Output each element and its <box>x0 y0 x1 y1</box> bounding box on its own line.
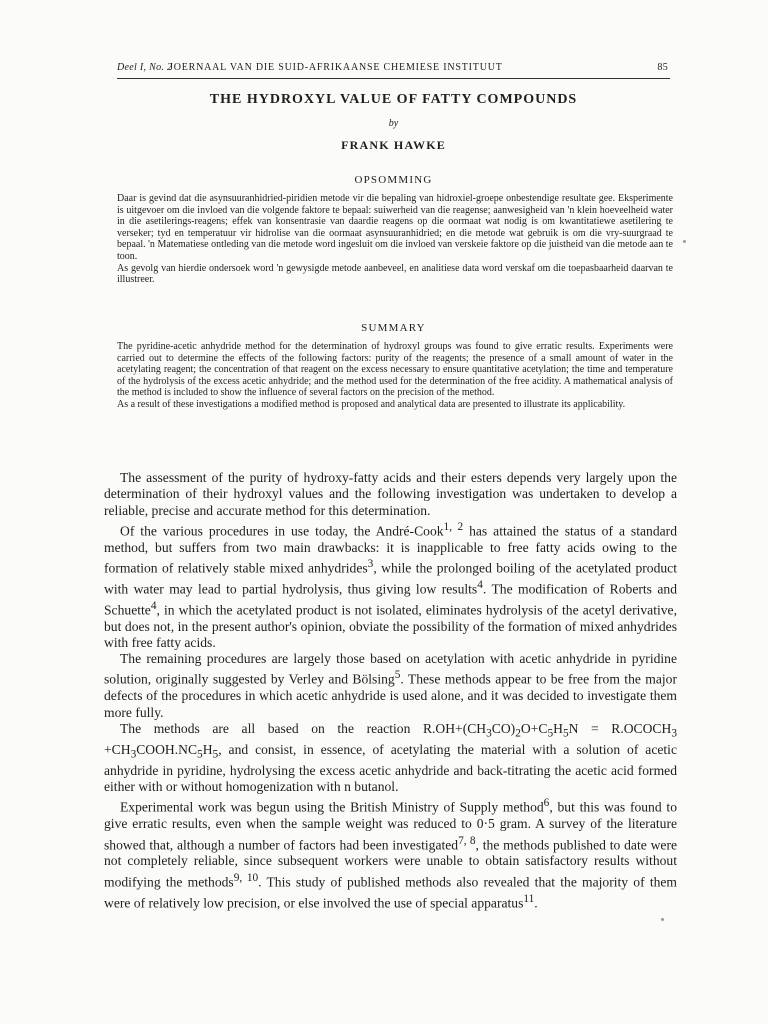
body-paragraph-4 <box>104 721 677 796</box>
subscript: 5 <box>562 727 569 740</box>
journal-name: JOERNAAL VAN DIE SUID-AFRIKAANSE CHEMIESE INSTITUUT <box>169 62 503 73</box>
reference-citation: 7, 8 <box>458 834 476 847</box>
reference-citation: 3 <box>367 558 374 571</box>
page-number: 85 <box>657 62 668 73</box>
text-run: CO) <box>491 720 516 736</box>
scan-speck <box>683 240 686 243</box>
text-run: . The modification of Roberts and Schuette <box>104 581 677 618</box>
text-run: COOH.NC <box>136 741 198 757</box>
text-run: . <box>534 895 538 911</box>
text-run: The methods are all based on the reaction R.OH+(CH <box>120 720 487 736</box>
opsomming-abstract <box>117 193 673 286</box>
text-run: H <box>553 720 563 736</box>
body-paragraph-3 <box>104 651 677 721</box>
text-run: , the methods published to date were not completely reliable, since subsequent workers were unable to obtain satisfactory results without modifying the methods <box>104 837 678 890</box>
text-run: has attained the status of a standard method, but suffers from two main drawbacks: it is inapplicable to free fatty acids owing to the formation of relatively stable mixed anhydrides <box>104 523 677 576</box>
running-head <box>117 62 670 79</box>
article-title: THE HYDROXYL VALUE OF FATTY COMPOUNDS <box>209 92 578 107</box>
opsomming-paragraph: As gevolg van hierdie ondersoek word 'n gewysigde metode aanbeveel, en analitiese data word verskaf om die toepasbaarheid daarvan te illustreer. <box>117 262 673 286</box>
text-run: , while the prolonged boiling of the acetylated product with water may lead to partial hydrolysis, thus giving low results <box>104 560 677 597</box>
summary-paragraph: As a result of these investigations a modified method is proposed and analytical data are presented to illustrate its applicability. <box>117 398 626 410</box>
article-body <box>104 470 677 911</box>
text-run: Experimental work was begun using the British Ministry of Supply method <box>120 799 544 815</box>
reference-citation: 9, 10 <box>233 871 259 884</box>
volume-number: Deel I, No. 2 <box>117 62 173 73</box>
opsomming-heading: OPSOMMING <box>354 174 433 186</box>
text-run: H <box>202 741 213 757</box>
reference-citation: 5 <box>394 669 401 682</box>
text-run: N = R.OCOCH <box>568 720 672 736</box>
reference-citation: 11 <box>523 892 535 905</box>
body-paragraph-2 <box>104 519 677 651</box>
summary-abstract <box>117 341 673 411</box>
body-paragraph-5 <box>104 795 677 911</box>
reference-citation: 4 <box>150 599 157 612</box>
text-run: +CH <box>104 741 131 757</box>
text-run: , in which the acetylated product is not isolated, eliminates hydrolysis of the acetyl derivative, but does not, in the present author's opinion, obviate the possibility of the formation of mixed anhydrides with free fatty acids. <box>104 602 677 650</box>
reference-citation: 6 <box>543 797 550 810</box>
subscript: 2 <box>515 727 521 740</box>
body-paragraph-1: The assessment of the purity of hydroxy-fatty acids and their esters depends very largely upon the determination of their hydroxyl values and the following investigation was undertaken to develop a reliable, precise and accurate method for this determination. <box>104 470 677 518</box>
opsomming-paragraph: Daar is gevind dat die asynsuuranhidried-piridien metode vir die bepaling van hidroxiel-groepe onbestendige resultate gee. Eksperimente is uitgevoer om die invloed van die volgende faktore te bepaal: suiwerheid van die reagense; aanwesigheid van 'n klein hoeveelheid water in die asetilerings-reagens; effek van konsentrasie van daardie reagens op die oormaat wat nodig is om kwantitatiewe asetilering te verseker; tyd en temperatuur vir hidrolise van die oormaat asynsuuranhidried; en die metode wat gebruik is om die vry-suurgraad te bepaal. 'n Matematiese ontleding van die metode word ingesluit om die invloed van verskeie faktore op die juistheid van die metode aan te toon. <box>117 193 673 262</box>
text-run: , but this was found to give erratic results, even when the sample weight was reduced to 0·5 gram. A survey of the literature showed that, although a number of factors had been investigated <box>104 799 677 853</box>
text-run: Of the various procedures in use today, the André-Cook <box>120 523 444 539</box>
subscript: 5 <box>197 748 203 761</box>
reference-citation: 4 <box>477 578 483 591</box>
text-run: O+C <box>520 720 548 736</box>
summary-heading: SUMMARY <box>361 322 426 334</box>
subscript: 5 <box>547 727 554 740</box>
summary-paragraph: The pyridine-acetic anhydride method for the determination of hydroxyl groups was found to give erratic results. Experiments were carried out to determine the effects of the following factors: purity of the reagents; the presence of a small amount of water in the acetylating reagent; the concentration of that reagent on the excess necessary to ensure quantitative acetylation; the time and temperature of the hydrolysis of the excess acetic anhydride; and the method used for the determination of the free acidity. A mathematical analysis of the method is included to show the influence of several factors on the precision of the method. <box>117 341 673 399</box>
text-run: The remaining procedures are largely those based on acetylation with acetic anhydride in pyridine solution, originally suggested by Verley and Bölsing <box>104 651 677 687</box>
text-run: , and consist, in essence, of acetylating the material with a solution of acetic anhydride in pyridine, hydrolysing the excess acetic anhydride and back-titrating the acetic acid formed either with or without homogenization with n butanol. <box>104 741 677 795</box>
reference-citation: 1, 2 <box>443 520 464 533</box>
subscript: 5 <box>212 748 219 761</box>
author-name: FRANK HAWKE <box>341 138 446 152</box>
text-run: . This study of published methods also revealed that the majority of them were of relatively low precision, or else involved the use of special apparatus <box>104 874 677 911</box>
byline-by: by <box>388 118 399 129</box>
subscript: 3 <box>486 727 492 740</box>
subscript: 3 <box>130 748 137 761</box>
text-run: . These methods appear to be free from the major defects of the procedures in which acetic anhydride is used alone, and it was decided to investigate them more fully. <box>104 671 677 720</box>
scan-speck <box>661 918 664 921</box>
subscript: 3 <box>671 727 677 740</box>
